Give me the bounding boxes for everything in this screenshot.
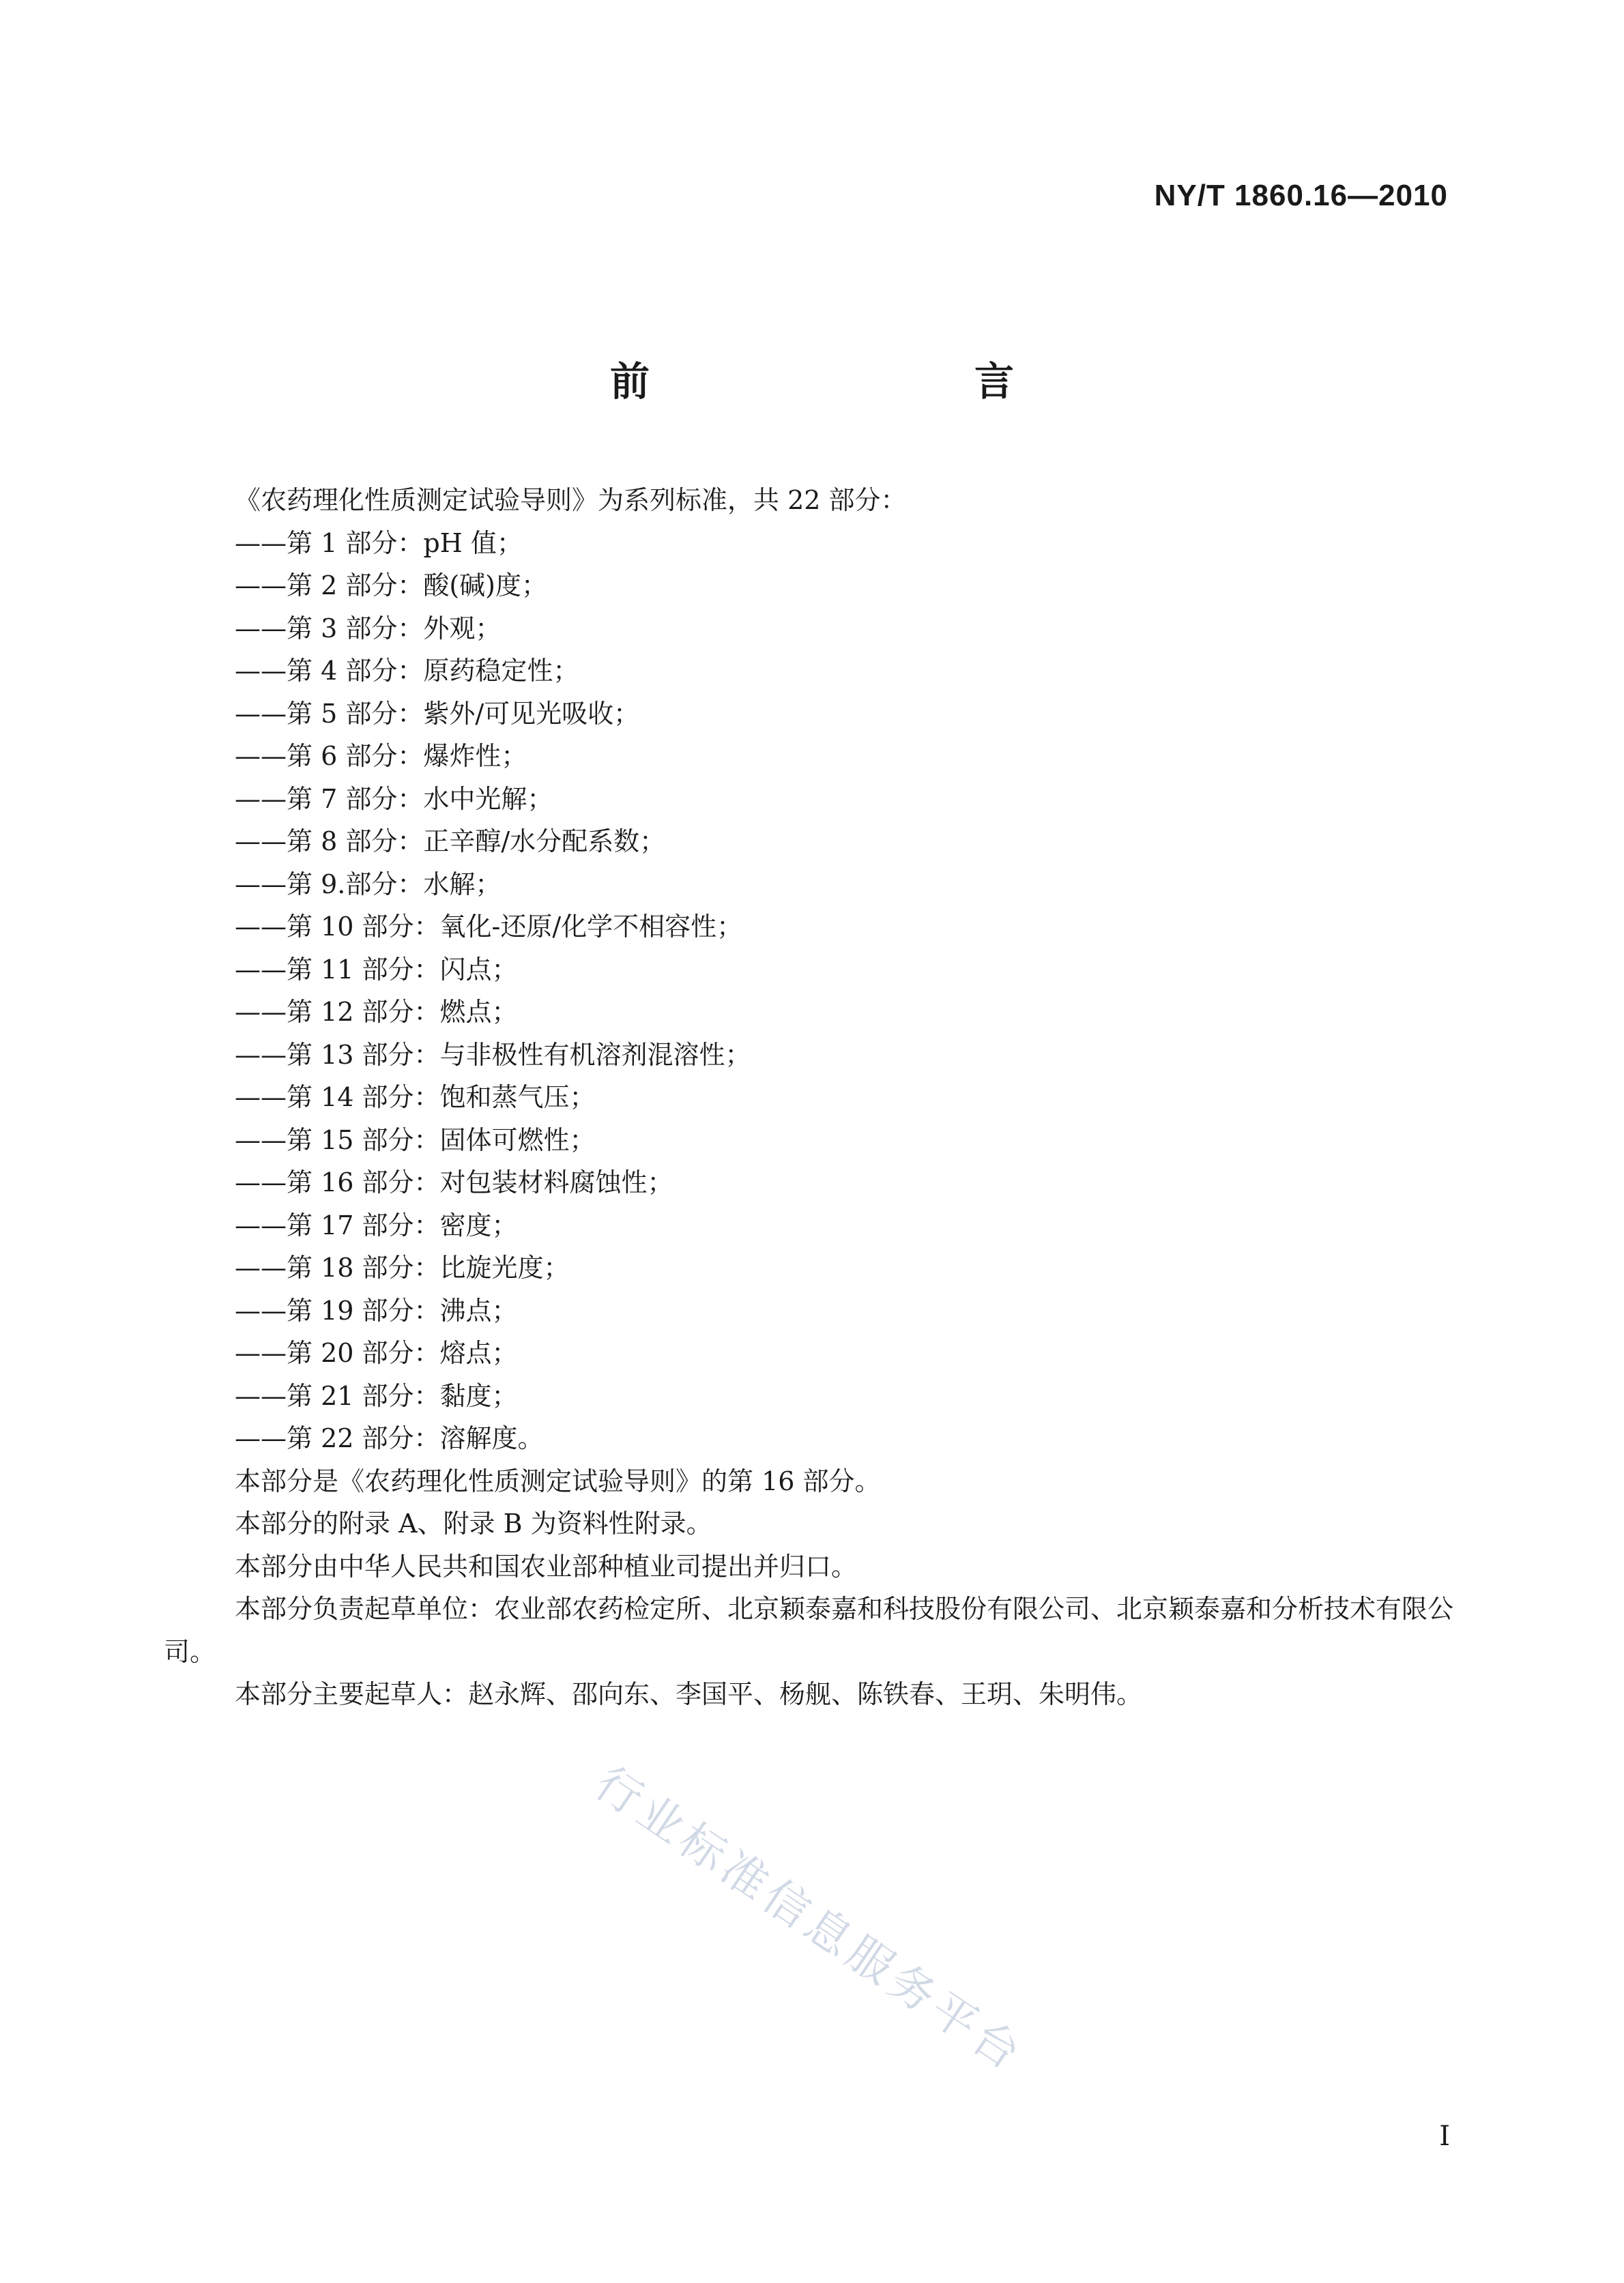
watermark: 行业标准信息服务平台 — [585, 1756, 1034, 2083]
list-item: ——第 9.部分：水解； — [235, 869, 502, 899]
list-item: ——第 12 部分：燃点； — [235, 997, 518, 1027]
drafting-units-statement: 本部分负责起草单位：农业部农药检定所、北京颖泰嘉和科技股份有限公司、北京颖泰嘉和分析技术有限公司。 — [164, 1594, 1454, 1667]
list-item: ——第 17 部分：密度； — [235, 1210, 518, 1240]
list-item: ——第 3 部分：外观； — [235, 613, 502, 643]
drafters-statement: 本部分主要起草人：赵永辉、邵向东、李国平、杨舰、陈铁春、王玥、朱明伟。 — [235, 1679, 1143, 1709]
list-item: ——第 22 部分：溶解度。 — [235, 1423, 544, 1453]
list-item: ——第 19 部分：沸点； — [235, 1295, 518, 1326]
list-item: ——第 14 部分：饱和蒸气压； — [235, 1082, 596, 1112]
page-number: I — [1439, 2121, 1450, 2152]
list-item: ——第 18 部分：比旋光度； — [235, 1253, 570, 1283]
list-item: ——第 21 部分：黏度； — [235, 1380, 518, 1411]
list-item: ——第 15 部分：固体可燃性； — [235, 1124, 596, 1155]
standard-code: NY/T 1860.16—2010 — [1154, 179, 1448, 212]
parts-list — [164, 522, 1460, 1460]
proposer-statement: 本部分由中华人民共和国农业部种植业司提出并归口。 — [235, 1551, 858, 1582]
list-item: ——第 5 部分：紫外/可见光吸收； — [235, 698, 640, 729]
list-item: ——第 2 部分：酸(碱)度； — [235, 570, 547, 600]
list-item: ——第 11 部分：闪点； — [235, 954, 518, 985]
list-item: ——第 4 部分：原药稳定性； — [235, 656, 579, 686]
intro-paragraph: 《农药理化性质测定试验导则》为系列标准，共 22 部分： — [235, 485, 907, 515]
list-item: ——第 1 部分：pH 值； — [235, 527, 523, 558]
list-item: ——第 13 部分：与非极性有机溶剂混溶性； — [235, 1039, 751, 1070]
list-item: ——第 20 部分：熔点； — [235, 1338, 518, 1368]
list-item: ——第 7 部分：水中光解； — [235, 783, 553, 814]
appendix-statement: 本部分的附录 A、附录 B 为资料性附录。 — [235, 1509, 712, 1539]
list-item: ——第 6 部分：爆炸性； — [235, 741, 527, 771]
list-item: ——第 8 部分：正辛醇/水分配系数； — [235, 826, 666, 856]
page-title: 前 言 — [609, 358, 1096, 405]
part-of-statement: 本部分是《农药理化性质测定试验导则》的第 16 部分。 — [235, 1466, 881, 1496]
foreword-body — [164, 479, 1460, 1716]
list-item: ——第 16 部分：对包装材料腐蚀性； — [235, 1167, 673, 1197]
list-item: ——第 10 部分：氧化-还原/化学不相容性； — [235, 912, 743, 942]
